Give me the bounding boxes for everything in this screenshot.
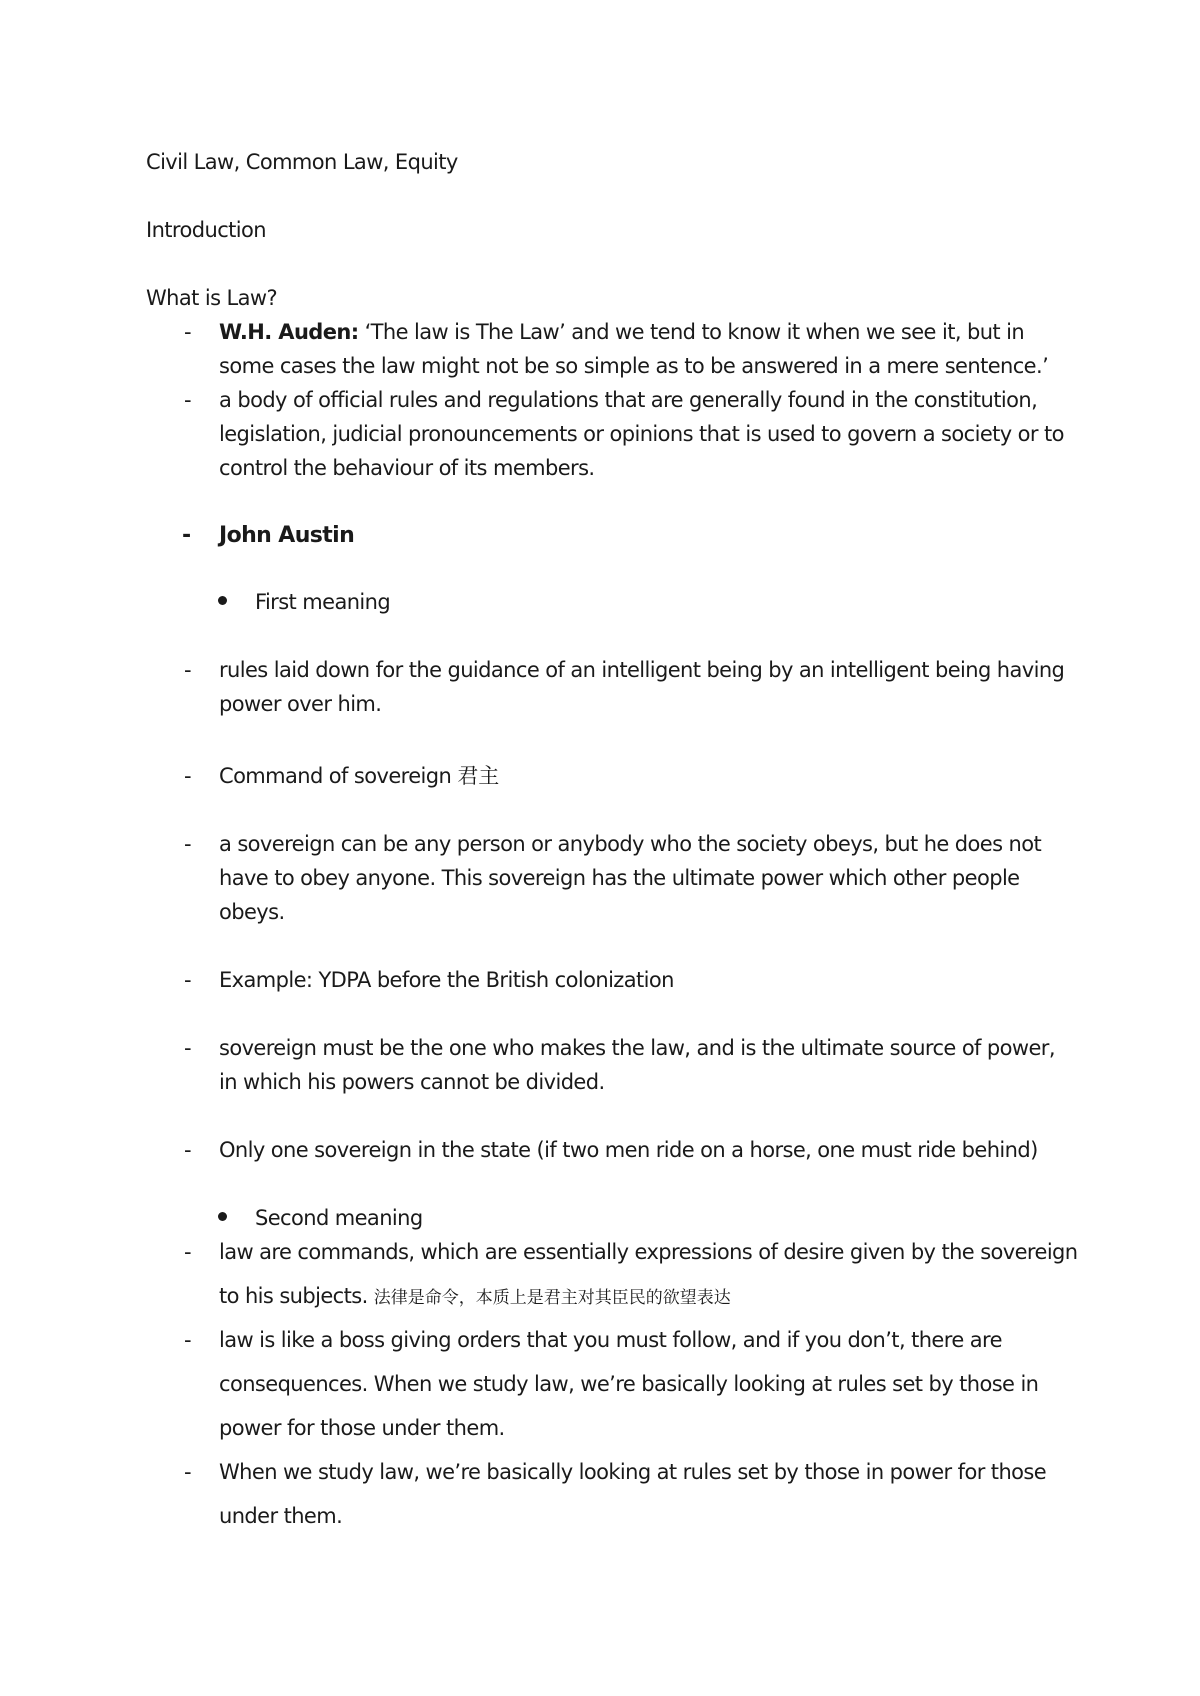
quote-text: ‘The law is The Law’ and we tend to know it when we see it, but in [358, 320, 1025, 344]
list-item-continuation: control the behaviour of its members. [219, 456, 595, 480]
list-item-continuation: power for those under them. [219, 1416, 505, 1440]
list-dash: - [184, 320, 192, 344]
bullet-icon [218, 1212, 227, 1221]
list-item [219, 762, 499, 790]
list-dash: - [184, 1240, 192, 1264]
author-name: W.H. Auden: [219, 320, 359, 344]
list-item: a body of official rules and regulations that are generally found in the constitution, [219, 388, 1038, 412]
bullet-icon [218, 596, 227, 605]
list-dash: - [184, 1138, 192, 1162]
question-heading: What is Law? [146, 286, 277, 310]
list-item-continuation [219, 1282, 731, 1312]
list-item-continuation: legislation, judicial pronouncements or opinions that is used to govern a society or to [219, 422, 1064, 446]
list-dash: - [184, 388, 192, 412]
list-item-text: to his subjects. [219, 1284, 374, 1308]
list-item-continuation: power over him. [219, 692, 382, 716]
list-item: When we study law, we’re basically looking at rules set by those in power for those [219, 1460, 1047, 1484]
list-item: law are commands, which are essentially expressions of desire given by the sovereign [219, 1240, 1078, 1264]
list-dash: - [184, 658, 192, 682]
list-item: sovereign must be the one who makes the law, and is the ultimate source of power, [219, 1036, 1055, 1060]
list-item-continuation: obeys. [219, 900, 285, 924]
list-dash: - [184, 1036, 192, 1060]
list-item-continuation: consequences. When we study law, we’re basically looking at rules set by those in [219, 1372, 1039, 1396]
bullet-first-meaning: First meaning [255, 590, 391, 614]
list-dash: - [182, 523, 192, 548]
bullet-second-meaning: Second meaning [255, 1206, 423, 1230]
list-item: a sovereign can be any person or anybody who the society obeys, but he does not [219, 832, 1042, 856]
document-title: Civil Law, Common Law, Equity [146, 150, 458, 174]
section-heading: Introduction [146, 218, 266, 242]
list-dash: - [184, 832, 192, 856]
list-item-continuation: in which his powers cannot be divided. [219, 1070, 605, 1094]
list-item: law is like a boss giving orders that you must follow, and if you don’t, there are [219, 1328, 1002, 1352]
cjk-text: 君主 [457, 764, 500, 788]
list-dash: - [184, 764, 192, 788]
list-item [219, 318, 1024, 346]
list-item-continuation: have to obey anyone. This sovereign has the ultimate power which other people [219, 866, 1020, 890]
list-item: Example: YDPA before the British colonization [219, 968, 674, 992]
list-dash: - [184, 1328, 192, 1352]
list-item-text: Command of sovereign [219, 764, 458, 788]
list-dash: - [184, 1460, 192, 1484]
list-item-continuation: under them. [219, 1504, 343, 1528]
cjk-text: 法律是命令，本质上是君主对其臣民的欲望表达 [373, 1288, 731, 1308]
subheading-john-austin: John Austin [219, 523, 355, 548]
list-item: Only one sovereign in the state (if two men ride on a horse, one must ride behind) [219, 1138, 1038, 1162]
list-item-continuation: some cases the law might not be so simple as to be answered in a mere sentence.’ [219, 354, 1049, 378]
list-item: rules laid down for the guidance of an intelligent being by an intelligent being having [219, 658, 1065, 682]
list-dash: - [184, 968, 192, 992]
